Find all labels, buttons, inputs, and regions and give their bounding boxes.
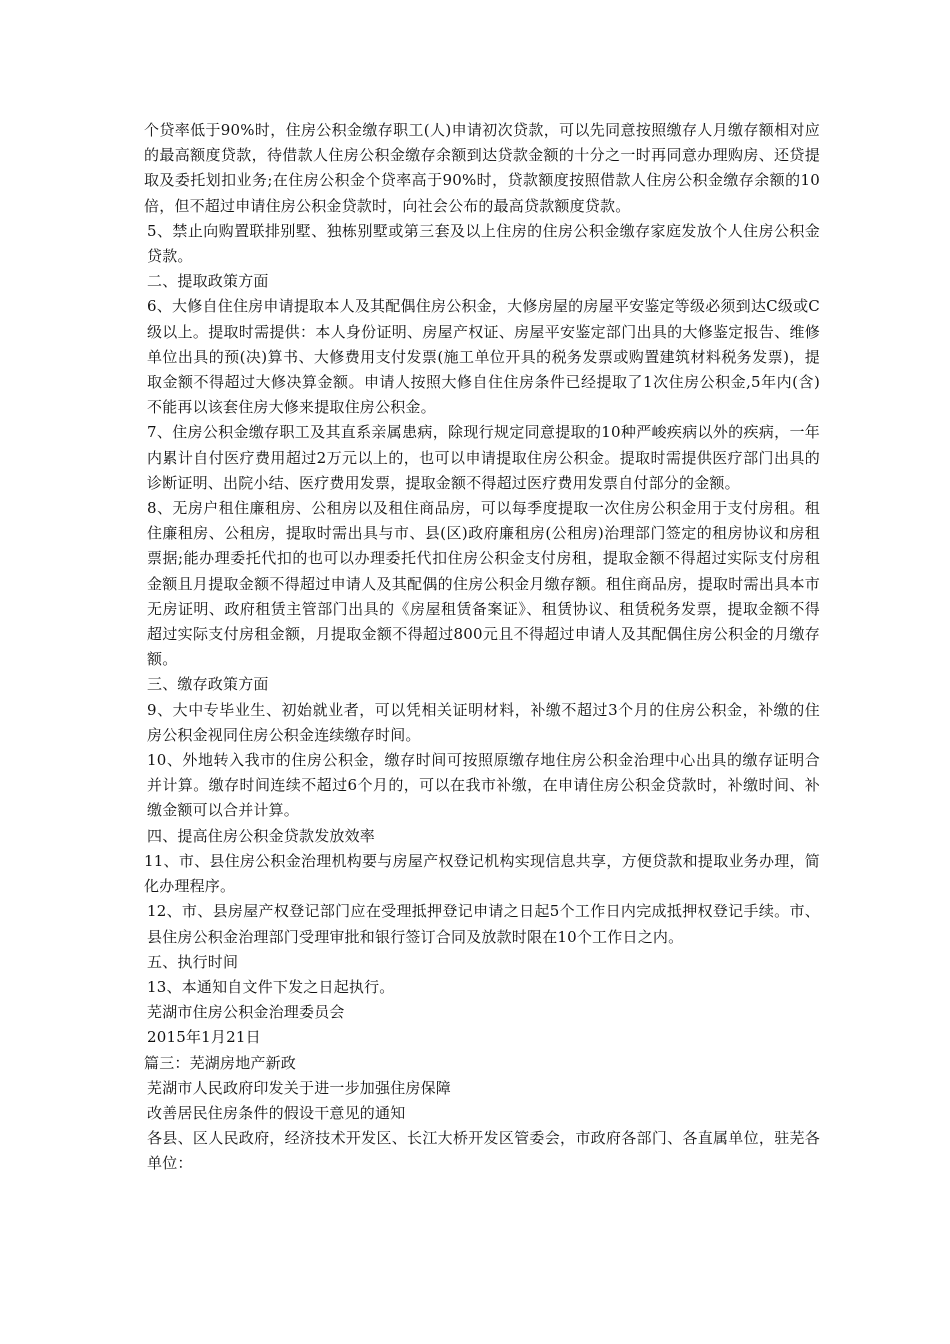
paragraph-item-7: 7、住房公积金缴存职工及其直系亲属患病，除现行规定同意提取的10种严峻疾病以外的疾病，一年内累计自付医疗费用超过2万元以上的，也可以申请提取住房公积金。提取时需提供医疗部门出具的诊断证明、出院小结、医疗费用发票，提取金额不得超过医疗费用发票自付部分的金额。 [147, 423, 820, 492]
paragraph-item-8: 8、无房户租住廉租房、公租房以及租住商品房，可以每季度提取一次住房公积金用于支付房租。租住廉租房、公租房，提取时需出具与市、县(区)政府廉租房(公租房)治理部门签定的租房协议和房租票据;能办理委托代扣的也可以办理委托代扣住房公积金支付房租，提取金额不得超过实际支付房租金额且月提取金额不得超过申请人及其配偶的住房公积金月缴存额。租住商品房，提取时需出具本市无房证明、政府租赁主管部门出具的《房屋租赁备案证》、租赁协议、租赁税务发票，提取金额不得超过实际支付房租金额，月提取金额不得超过800元且不得超过申请人及其配偶住房公积金的月缴存额。 [147, 499, 820, 669]
paragraph-item-11: 11、市、县住房公积金治理机构要与房屋产权登记机构实现信息共享，方便贷款和提取业务办理，简化办理程序。 [144, 851, 820, 896]
notice-title-line1: 芜湖市人民政府印发关于进一步加强住房保障 [147, 1078, 452, 1097]
paragraph-item-6: 6、大修自住住房申请提取本人及其配偶住房公积金，大修房屋的房屋平安鉴定等级必须到达C级或C级以上。提取时需提供：本人身份证明、房屋产权证、房屋平安鉴定部门出具的大修鉴定报告、维修单位出具的预(决)算书、大修费用支付发票(施工单位开具的税务发票或购置建筑材料税务发票)，提取金额不得超过大修决算金额。申请人按照大修自住住房条件已经提取了1次住房公积金,5年内(含)不能再以该套住房大修来提取住房公积金。 [147, 297, 820, 417]
notice-title-line2: 改善居民住房条件的假设干意见的通知 [147, 1103, 406, 1122]
notice-addressees: 各县、区人民政府，经济技术开发区、长江大桥开发区管委会，市政府各部门、各直属单位，驻芜各单位： [147, 1129, 820, 1173]
section-heading-deposit: 三、缴存政策方面 [147, 675, 269, 694]
section-heading-efficiency: 四、提高住房公积金贷款发放效率 [147, 826, 376, 845]
section-heading-withdrawal: 二、提取政策方面 [147, 272, 269, 291]
article-heading-part3: 篇三：芜湖房地产新政 [144, 1053, 297, 1072]
paragraph-item-9: 9、大中专毕业生、初始就业者，可以凭相关证明材料，补缴不超过3个月的住房公积金，补缴的住房公积金视同住房公积金连续缴存时间。 [147, 700, 820, 744]
paragraph-item-13: 13、本通知自文件下发之日起执行。 [147, 977, 395, 996]
paragraph-item-12: 12、市、县房屋产权登记部门应在受理抵押登记申请之日起5个工作日内完成抵押权登记手续。市、县住房公积金治理部门受理审批和银行签订合同及放款时限在10个工作日之内。 [147, 902, 820, 946]
paragraph-loan-rate: 个贷率低于90%时，住房公积金缴存职工(人)申请初次贷款，可以先同意按照缴存人月缴存额相对应的最高额度贷款，待借款人住房公积金缴存余额到达贷款金额的十分之一时再同意办理购房、还贷提取及委托划扣业务;在住房公积金个贷率高于90%时，贷款额度按照借款人住房公积金缴存余额的10倍，但不超过申请住房公积金贷款时，向社会公布的最高贷款额度贷款。 [144, 121, 820, 215]
paragraph-item-5: 5、禁止向购置联排别墅、独栋别墅或第三套及以上住房的住房公积金缴存家庭发放个人住房公积金贷款。 [147, 221, 820, 266]
issue-date: 2015年1月21日 [147, 1028, 261, 1047]
document-body [144, 118, 820, 1177]
issuer-name: 芜湖市住房公积金治理委员会 [147, 1003, 345, 1022]
section-heading-effective-date: 五、执行时间 [147, 952, 239, 971]
paragraph-item-10: 10、外地转入我市的住房公积金，缴存时间可按照原缴存地住房公积金治理中心出具的缴存证明合并计算。缴存时间连续不超过6个月的，可以在我市补缴，在申请住房公积金贷款时，补缴时间、补缴金额可以合并计算。 [147, 751, 820, 820]
